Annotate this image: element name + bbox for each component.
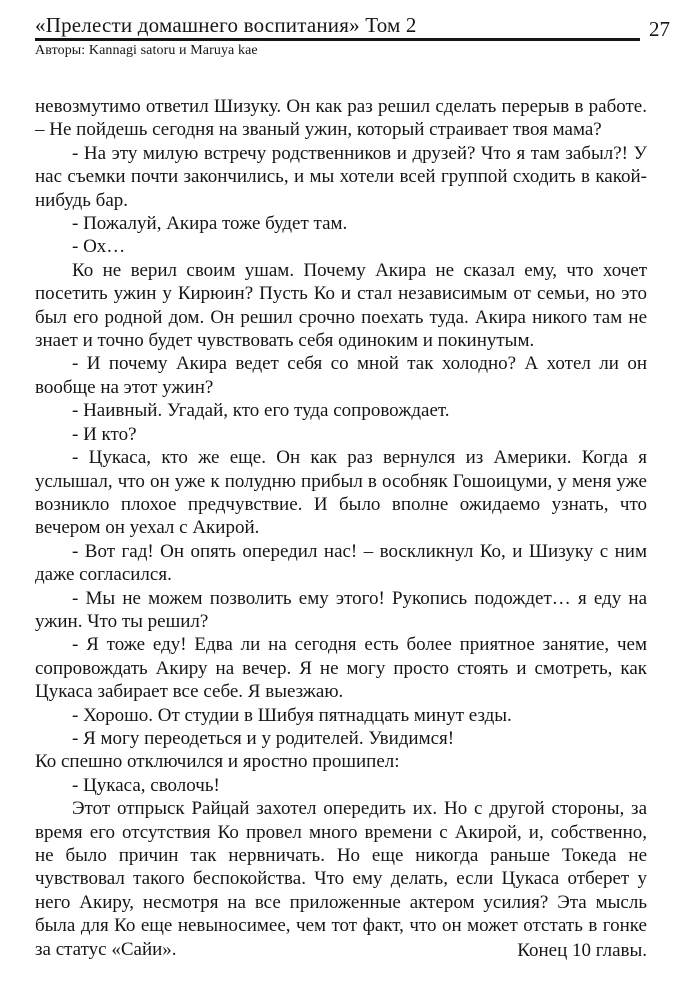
paragraph: - Ох… xyxy=(72,236,126,258)
chapter-end-note: Конец 10 главы. xyxy=(517,940,647,961)
paragraph: - Вот гад! Он опять опередил нас! – воскликнул Ко, и Шизуку с ним даже согласился. xyxy=(35,540,647,586)
page-header xyxy=(35,14,672,59)
paragraph: - Я могу переодеться и у родителей. Увидимся! xyxy=(72,727,455,749)
paragraph: - И кто? xyxy=(72,423,137,445)
paragraph: - Пожалуй, Акира тоже будет там. xyxy=(72,213,348,235)
paragraph: Ко спешно отключился и яростно прошипел: xyxy=(35,751,400,773)
paragraph: невозмутимо ответил Шизуку. Он как раз решил сделать перерыв в работе. – Не пойдешь сегодня на званый ужин, который страивает твоя мама? xyxy=(35,96,647,141)
page-body xyxy=(35,95,647,961)
paragraph: - И почему Акира ведет себя со мной так холодно? А хотел ли он вообще на этот ужин? xyxy=(35,353,647,398)
paragraph: - Я тоже еду! Едва ли на сегодня есть более приятное занятие, чем сопровождать Акиру на вечер. Я не могу просто стоять и смотреть, как Цукаса забирает все себе. Я выезжаю. xyxy=(35,634,647,703)
page-number: 27 xyxy=(649,17,670,41)
paragraph: - Цукаса, кто же еще. Он как раз вернулся из Америки. Когда я услышал, что он уже к полудню прибыл в особняк Гошоицуми, у меня уже возникло плохое предчувствие. И было вполне ожидаемо узнать, что вечером он уехал с Акирой. xyxy=(35,447,647,539)
paragraph: Ко не верил своим ушам. Почему Акира не сказал ему, что хочет посетить ужин у Кирюин? Пусть Ко и стал независимым от семьи, но это был его родной дом. Он решил срочно поехать туда. Акира никого там не знает и точно будет чувствовать себя одиноким и покинутым. xyxy=(35,259,647,352)
paragraph: - На эту милую встречу родственников и друзей? Что я там забыл?! У нас съемки почти закончились, и мы хотели всей группой сходить в какой-нибудь бар. xyxy=(35,142,647,211)
paragraph: - Мы не можем позволить ему этого! Рукопись подождет… я еду на ужин. Что ты решил? xyxy=(35,587,647,632)
paragraph: Этот отпрыск Райцай захотел опередить их. Но с другой стороны, за время его отсутствия Ко провел много времени с Акирой, и, собственно, не было причин так нервничать. Но еще никогда раньше Токеда не чувствовал такого беспокойства. Что ему делать, если Цукаса отберет у него Акиру, несмотря на все приложенные актером усилия? Эта мысль была для Ко еще невыносимее, чем тот факт, что он может отстать в гонке за статус «Сайи». xyxy=(35,798,647,960)
paragraph: - Наивный. Угадай, кто его туда сопровождает. xyxy=(72,400,450,422)
header-title-underline xyxy=(35,14,640,41)
paragraph: - Цукаса, сволочь! xyxy=(72,774,220,796)
header-row xyxy=(35,14,672,41)
authors-line: Авторы: Kannagi satoru и Maruya kae xyxy=(35,43,258,58)
paragraph: - Хорошо. От студии в Шибуя пятнадцать минут езды. xyxy=(72,704,512,726)
page-title: «Прелести домашнего воспитания» Том 2 xyxy=(35,13,417,37)
